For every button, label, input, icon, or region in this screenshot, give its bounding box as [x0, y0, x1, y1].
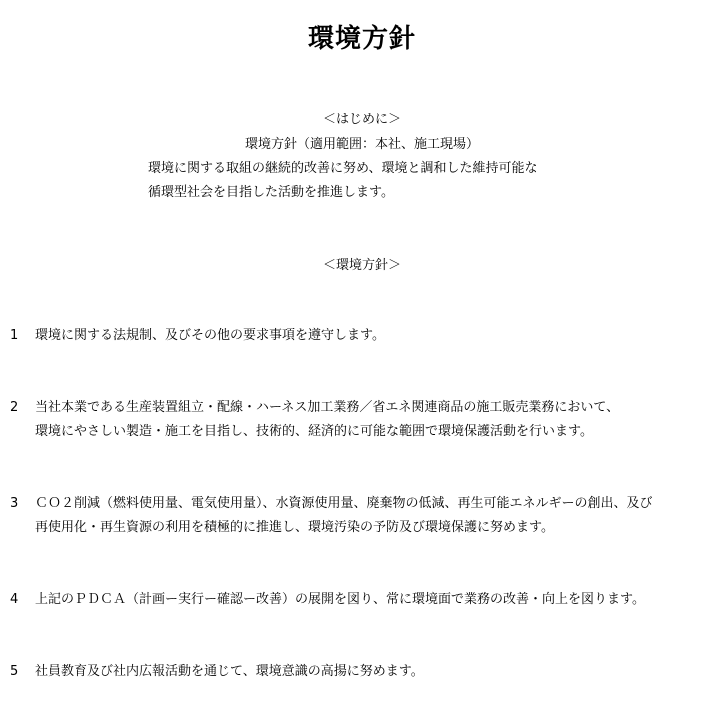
policy-item-line: 環境にやさしい製造・施工を目指し、技術的、経済的に可能な範囲で環境保護活動を行います。 — [35, 424, 593, 439]
policy-item-line: 当社本業である生産装置組立・配線・ハーネス加工業務／省エネ関連商品の施工販売業務において、 — [35, 400, 620, 415]
policy-item-line: 社員教育及び社内広報活動を通じて、環境意識の高揚に努めます。 — [35, 664, 424, 679]
policy-item-number: 5 — [10, 664, 19, 679]
intro-line: 循環型社会を目指した活動を推進します。 — [148, 185, 394, 200]
policy-item-number: 4 — [10, 592, 19, 607]
policy-heading: ＜環境方針＞ — [322, 258, 401, 273]
intro-scope: 環境方針（適用範囲：本社、施工現場） — [244, 137, 479, 152]
policy-item-number: 2 — [10, 400, 19, 415]
policy-item-text — [35, 660, 720, 684]
policy-item-text — [35, 396, 720, 444]
policy-item-line: 上記のＰＤＣＡ（計画ー実行ー確認ー改善）の展開を図り、常に環境面で業務の改善・向上を図ります。 — [35, 592, 645, 607]
policy-item-line: ＣＯ２削減（燃料使用量、電気使用量）、水資源使用量、廃棄物の低減、再生可能エネルギーの創出、及び — [35, 496, 653, 511]
policy-item-line: 再使用化・再生資源の利用を積極的に推進し、環境汚染の予防及び環境保護に努めます。 — [35, 520, 554, 535]
policy-item-text — [35, 324, 720, 348]
intro-line: 環境に関する取組の継続的改善に努め、環境と調和した維持可能な — [148, 161, 538, 176]
document-title: 環境方針 — [307, 24, 416, 54]
policy-item-text — [35, 588, 720, 612]
policy-item-line: 環境に関する法規制、及びその他の要求事項を遵守します。 — [35, 328, 385, 343]
policy-item-text — [35, 492, 720, 540]
policy-item-number: 3 — [10, 496, 19, 511]
intro-heading: ＜はじめに＞ — [322, 112, 401, 127]
policy-item-number: 1 — [10, 328, 19, 343]
intro-body — [148, 157, 618, 205]
